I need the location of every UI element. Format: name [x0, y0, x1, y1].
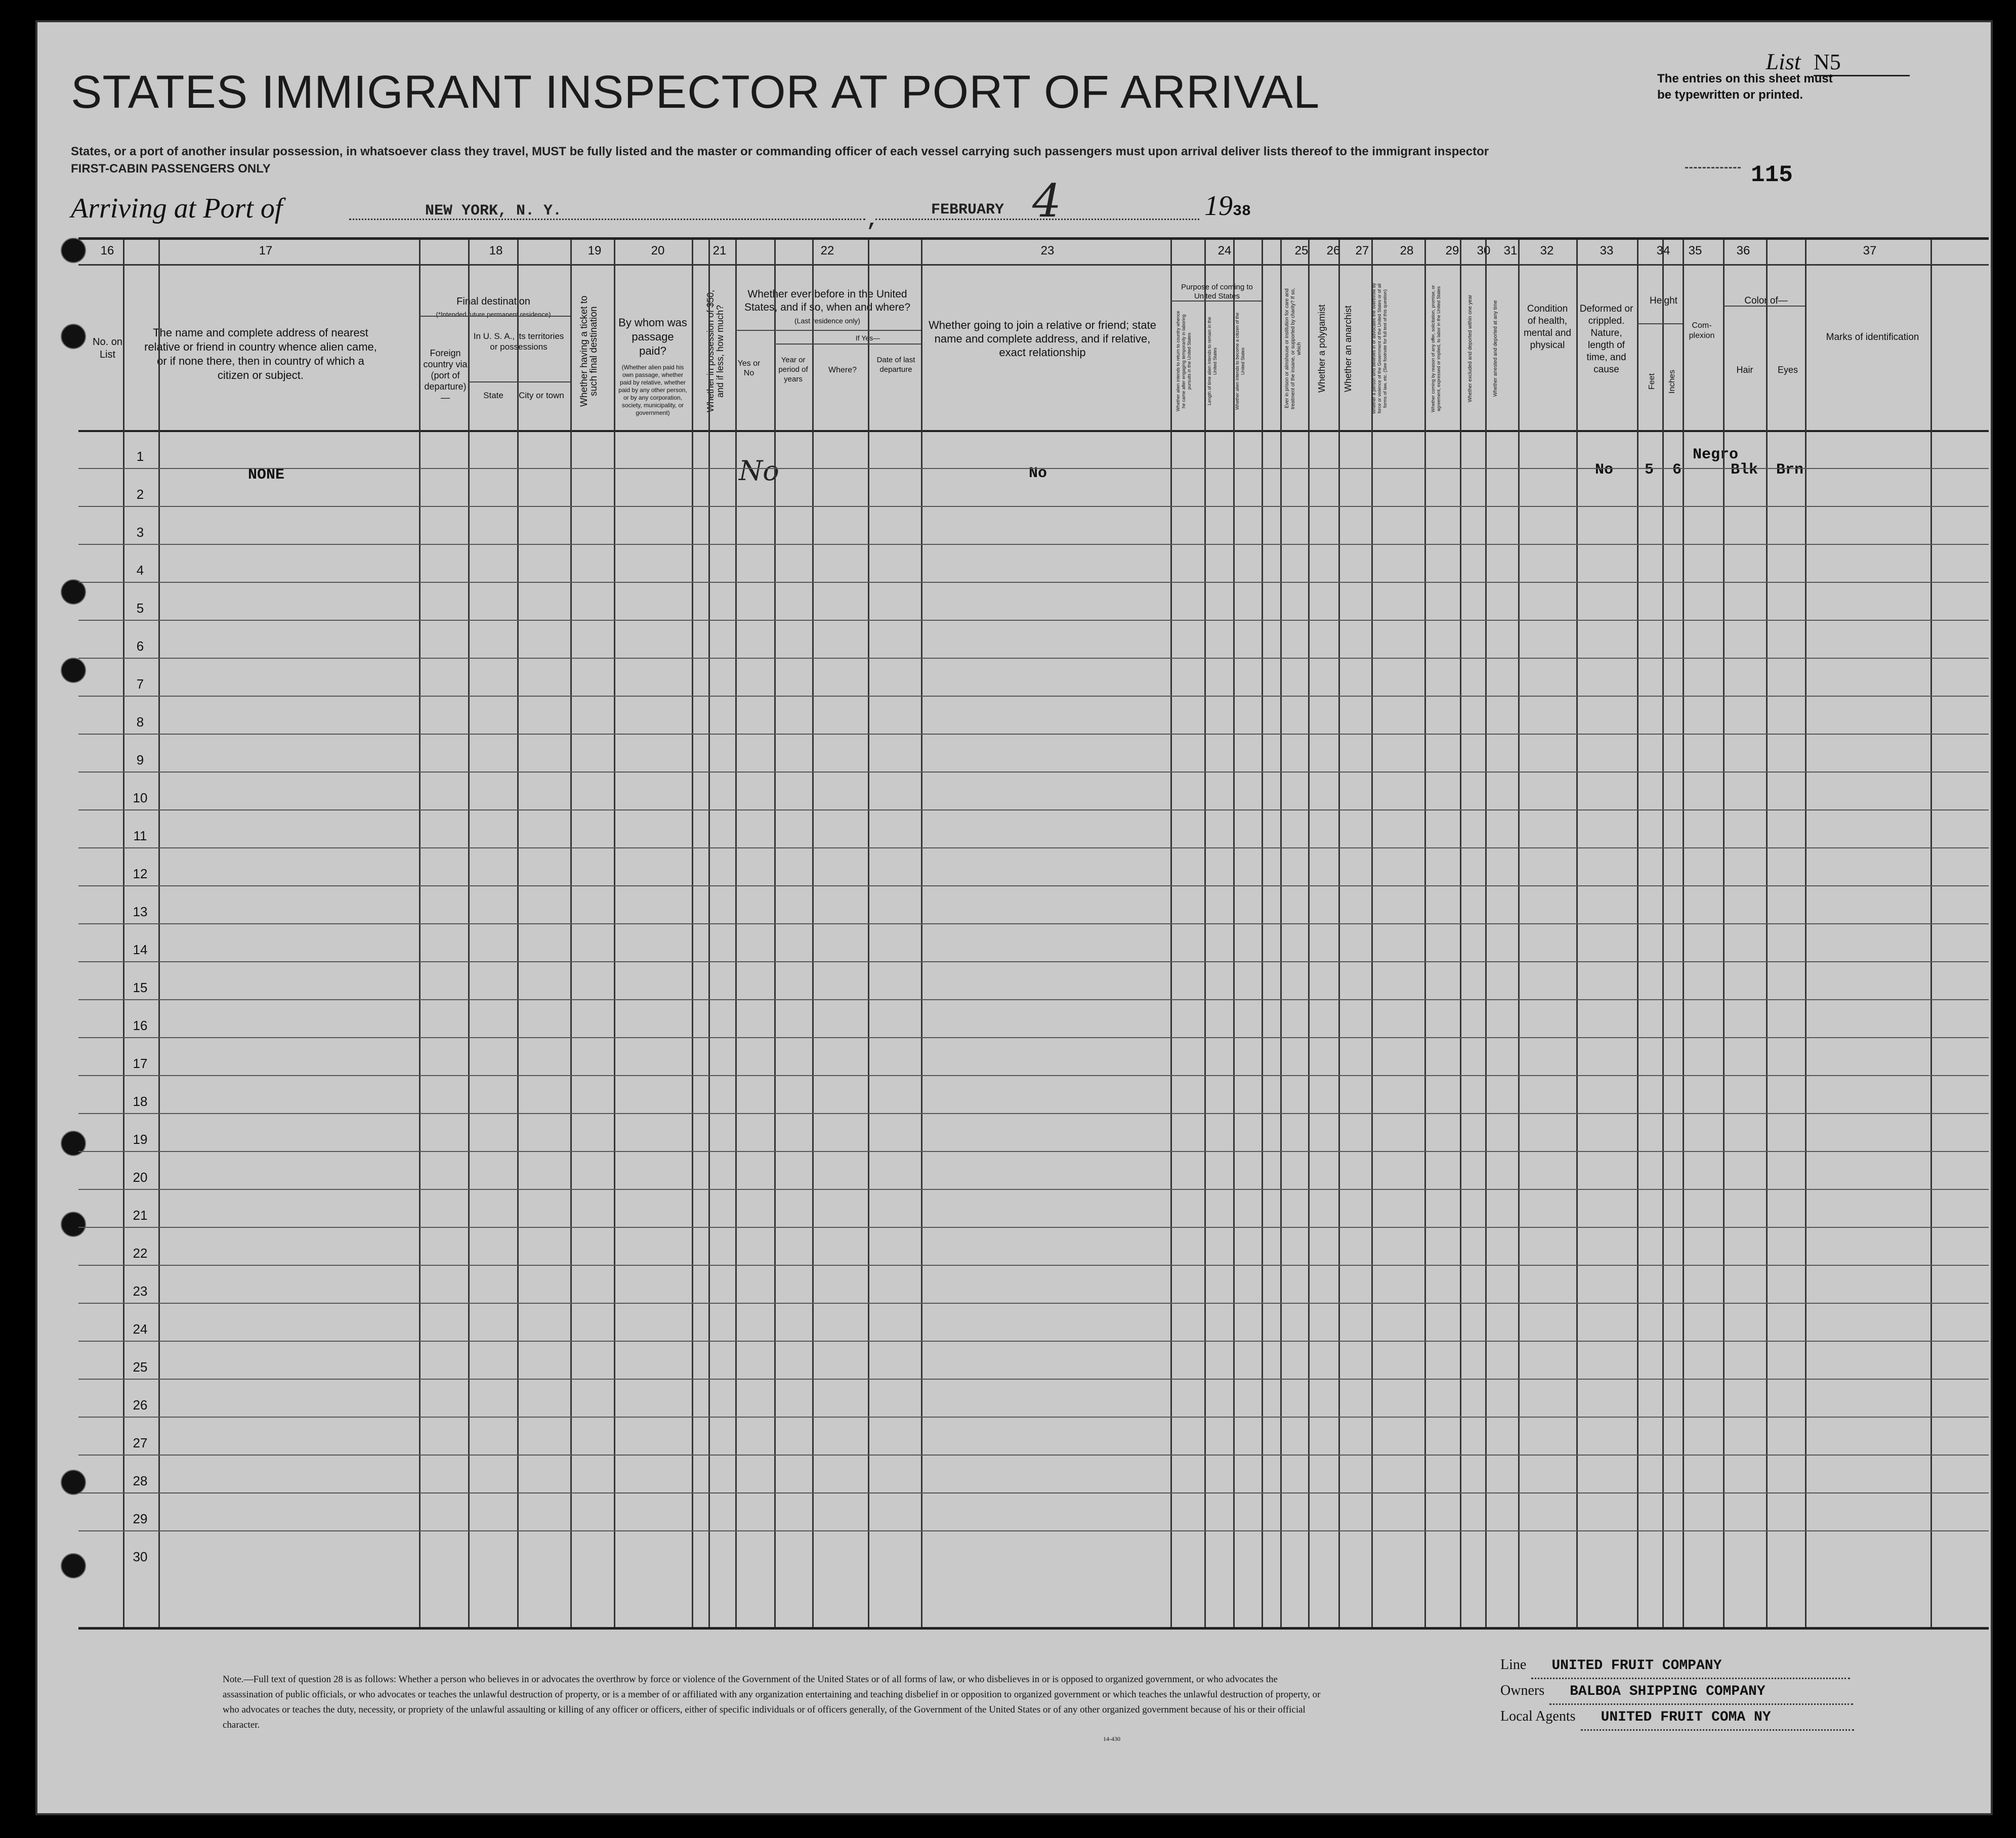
column-rule [868, 240, 869, 1627]
page-title: STATES IMMIGRANT INSPECTOR AT PORT OF ARRIVAL [71, 66, 1320, 118]
column-rule [774, 240, 776, 1627]
rule-height [1637, 323, 1683, 324]
colnum-36: 36 [1736, 244, 1750, 258]
rule-if-yes [774, 344, 921, 345]
header-foreign-country: Foreign country via (port of departure)— [423, 348, 468, 403]
row-number: 13 [133, 904, 148, 919]
column-rule [1723, 240, 1725, 1627]
arrival-month: FEBRUARY [931, 201, 1004, 219]
row-rule [78, 1151, 1989, 1152]
column-rule [468, 240, 470, 1627]
row-rule [78, 696, 1989, 697]
row-rule [78, 1189, 1989, 1190]
row1-eyes: Brn [1776, 461, 1804, 479]
header-ticket: Whether having a ticket to such final destination [579, 295, 599, 407]
row-number: 24 [133, 1321, 148, 1337]
rule-usa [468, 381, 570, 382]
column-rule [1233, 240, 1235, 1627]
column-rule [1662, 240, 1664, 1627]
row-rule [78, 772, 1989, 773]
header-ever-before-sub: (Last residence only) [794, 317, 860, 325]
colnum-26: 26 [1326, 244, 1340, 258]
header-final-destination-sub: (*Intended future permanent residence) [436, 311, 551, 318]
page-number: 115 [1751, 162, 1793, 188]
row1-joining: No [1029, 465, 1047, 482]
row-number: 17 [133, 1056, 148, 1071]
row-rule [78, 809, 1989, 810]
column-rule [708, 240, 710, 1627]
header-purpose-length: Length of time alien intends to remain in the United States [1207, 317, 1217, 406]
header-ever-before: Whether ever before in the United States, and if so, when and where? [744, 288, 911, 313]
column-number-rule [78, 264, 1989, 266]
colnum-21: 21 [712, 244, 727, 258]
subtitle-class: FIRST-CABIN PASSENGERS ONLY [71, 162, 271, 176]
row-rule [78, 506, 1989, 507]
arrival-port: NEW YORK, N. Y. [425, 202, 562, 220]
row1-deformed: No [1595, 461, 1614, 479]
header-city: City or town [519, 391, 564, 400]
row-rule [78, 885, 1989, 886]
header-no-on-list: No. on List [93, 336, 122, 360]
row-number: 20 [133, 1170, 148, 1185]
column-rule [570, 240, 572, 1627]
arriving-label: Arriving at Port of [71, 193, 283, 224]
row-number: 18 [133, 1094, 148, 1109]
manifest-table [78, 237, 1989, 1630]
owners-value: BALBOA SHIPPING COMPANY [1549, 1680, 1853, 1705]
colnum-28: 28 [1400, 244, 1414, 258]
colnum-22: 22 [820, 244, 834, 258]
port-comma: , [866, 209, 879, 232]
column-rule [735, 240, 737, 1627]
row-number: 14 [133, 942, 148, 957]
column-rule [921, 240, 922, 1627]
colnum-31: 31 [1503, 244, 1518, 258]
row-rule [78, 1037, 1989, 1038]
header-marks-identification: Marks of identification [1826, 332, 1919, 343]
column-rule [1371, 240, 1373, 1627]
rule-final-destination [419, 316, 570, 317]
agents-value: UNITED FRUIT COMA NY [1581, 1706, 1854, 1731]
colnum-25: 25 [1294, 244, 1309, 258]
line-label: Line [1500, 1657, 1527, 1673]
entries-note-line-2: be typewritten or printed. [1657, 88, 1803, 102]
page-number-dash [1685, 167, 1741, 168]
list-label: List [1766, 49, 1801, 74]
header-complexion: Com- plexion [1689, 321, 1715, 340]
arrival-year [1204, 190, 1251, 222]
row-rule [78, 1492, 1989, 1493]
column-rule [1338, 240, 1340, 1627]
colnum-18: 18 [489, 244, 503, 258]
header-final-destination: Final destination [456, 296, 530, 307]
colnum-37: 37 [1863, 244, 1877, 258]
header-color-of: Color of— [1744, 295, 1788, 306]
column-rule [517, 240, 519, 1627]
row-number: 19 [133, 1132, 148, 1147]
owners-row [1500, 1679, 1854, 1705]
row-number: 16 [133, 1018, 148, 1033]
row-rule [78, 1341, 1989, 1342]
row1-ever-before: No [739, 455, 779, 487]
row1-height-inches: 6 [1672, 461, 1682, 479]
row-number: 15 [133, 980, 148, 995]
row-rule [78, 1265, 1989, 1266]
column-rule [1280, 240, 1282, 1627]
colnum-19: 19 [587, 244, 602, 258]
header-purpose-citizen: Whether alien intends to become a citizen of the United States [1235, 312, 1245, 410]
header-money: Whether in possession of $50, and if less, how much? [705, 289, 725, 413]
header-date-departure: Date of last departure [876, 356, 915, 374]
owners-label: Owners [1500, 1683, 1545, 1698]
header-passage-note: (Whether alien paid his own passage, whether paid by relative, whether paid by any other person, or by any corporation, society, municipality, or government) [618, 364, 687, 416]
rule-purpose [1170, 301, 1262, 302]
row-number: 30 [133, 1549, 148, 1564]
row-rule [78, 1455, 1989, 1456]
colnum-20: 20 [651, 244, 665, 258]
agents-label: Local Agents [1500, 1708, 1576, 1724]
header-feet: Feet [1648, 373, 1656, 390]
row-number: 6 [136, 638, 144, 654]
row-number: 4 [136, 563, 144, 578]
row-number: 2 [136, 487, 144, 502]
colnum-23: 23 [1040, 244, 1055, 258]
header-bottom-rule [78, 430, 1989, 432]
row-rule [78, 582, 1989, 583]
column-rule [1460, 240, 1461, 1627]
row-number: 1 [136, 449, 144, 464]
colnum-30: 30 [1477, 244, 1491, 258]
agents-row [1500, 1705, 1854, 1731]
column-rule [1262, 240, 1263, 1627]
header-passage-paid: By whom was passage paid? [618, 316, 687, 357]
column-rule [1518, 240, 1520, 1627]
header-year-period: Year or period of years [778, 356, 808, 383]
column-rule [1576, 240, 1578, 1627]
header-health: Condition of health, mental and physical [1523, 304, 1571, 351]
line-row [1500, 1653, 1854, 1679]
column-rule [614, 240, 615, 1627]
row-rule [78, 961, 1989, 962]
header-labor-offer: Whether coming by reason of any offer, solicitation, promise, or agreement, expressed or implied, to labor in the United States [1431, 285, 1441, 412]
header-eyes: Eyes [1777, 365, 1798, 375]
column-rule [1204, 240, 1206, 1627]
column-rule [1424, 240, 1426, 1627]
row-number: 28 [133, 1473, 148, 1488]
header-if-yes: If Yes— [855, 334, 880, 342]
row-rule [78, 1303, 1989, 1304]
colnum-33: 33 [1600, 244, 1614, 258]
row1-complexion: Negro [1693, 446, 1739, 463]
header-deformed: Deformed or crippled. Nature, length of time, and cause [1579, 304, 1633, 375]
rule-color [1723, 306, 1805, 307]
column-rule [1308, 240, 1310, 1627]
arrival-day: 4 [1032, 175, 1062, 228]
column-rule [1683, 240, 1684, 1627]
row1-height-feet: 5 [1645, 461, 1654, 479]
row-number: 25 [133, 1359, 148, 1375]
form-code: 14-430 [1103, 1735, 1120, 1742]
row-rule [78, 734, 1989, 735]
entries-note [1657, 71, 1833, 103]
row-rule [78, 1113, 1989, 1114]
column-rule [692, 240, 693, 1627]
column-rule [1485, 240, 1487, 1627]
row-number: 10 [133, 790, 148, 805]
column-rule [123, 240, 124, 1627]
footnote-question-28: Note.—Full text of question 28 is as follows: Whether a person who believes in or advocates the overthrow by force or violence of the Government of the United States or of all forms of law, or who disbelieves in or is opposed to organized government, or who advocates the assassination of public officials, or who advocates or teaches the unlawful destruction of property, or is a member of or affiliated with any organization entertaining and teaching disbelief in or opposition to organized government or which teaches the unlawful destruction of property, or who advocates or teaches the duty, necessity, or propriety of the unlawful assaulting or killing of any officer or officers, either of specific individuals or of officers generally, of the Government of the United States or of any other organized government because of his or their official character. [223, 1674, 1321, 1730]
header-overthrow: Whether a person who believes in or advocates the overthrow by force or violence of the Government of the United States or of all forms of law, etc. (See footnote for full text of this question) [1371, 283, 1388, 414]
colnum-24: 24 [1217, 244, 1232, 258]
row-rule [78, 658, 1989, 659]
header-state: State [483, 391, 503, 400]
column-rule [1637, 240, 1639, 1627]
row-number: 3 [136, 525, 144, 540]
row-number: 9 [136, 752, 144, 767]
row-rule [78, 847, 1989, 848]
row-number: 7 [136, 676, 144, 692]
row-number: 8 [136, 714, 144, 730]
row-rule [78, 620, 1989, 621]
colnum-27: 27 [1355, 244, 1369, 258]
line-value: UNITED FRUIT COMPANY [1531, 1654, 1850, 1679]
row-number: 11 [133, 828, 147, 843]
rule-ever-before [735, 330, 921, 331]
column-rule [812, 240, 814, 1627]
colnum-32: 32 [1540, 244, 1554, 258]
row-number: 27 [133, 1435, 148, 1450]
column-rule [1805, 240, 1807, 1627]
header-height: Height [1650, 295, 1677, 306]
row-rule [78, 1075, 1989, 1076]
row-number: 12 [133, 866, 148, 881]
row-rule [78, 468, 1989, 469]
colnum-29: 29 [1445, 244, 1459, 258]
row-number: 26 [133, 1397, 148, 1413]
header-excluded: Whether excluded and deported within one year [1467, 294, 1473, 403]
header-prison: Ever in prison or almshouse or institution for care and treatment of the insane, or supported by charity? If so, which [1284, 288, 1302, 409]
colnum-17: 17 [259, 244, 273, 258]
row-rule [78, 999, 1989, 1000]
column-rule [419, 240, 421, 1627]
row-rule [78, 544, 1989, 545]
year-suffix: 38 [1233, 203, 1251, 220]
vessel-owners-block [1500, 1653, 1854, 1731]
year-prefix: 19 [1204, 190, 1233, 222]
header-purpose-return: Whether alien intends to return to country whence he came after engaging temporarily in laboring pursuits in the United States [1175, 311, 1192, 412]
header-anarchist: Whether an anarchist [1343, 305, 1353, 392]
column-rule [158, 240, 160, 1627]
header-hair: Hair [1736, 365, 1753, 375]
row1-hair: Blk [1731, 461, 1758, 479]
header-purpose: Purpose of coming to United States [1181, 283, 1253, 301]
colnum-34: 34 [1656, 244, 1670, 258]
row-number: 29 [133, 1511, 148, 1526]
header-where: Where? [828, 366, 857, 374]
row-number: 23 [133, 1284, 148, 1299]
column-rule [1930, 240, 1932, 1627]
row-number: 21 [133, 1208, 148, 1223]
column-rule [1766, 240, 1768, 1627]
header-yes-no: Yes or No [737, 359, 761, 377]
colnum-16: 16 [100, 244, 114, 258]
header-in-usa: In U. S. A., its territories or possessions [473, 331, 564, 352]
row-rule [78, 923, 1989, 924]
row-rule [78, 1227, 1989, 1228]
row-rule [78, 1417, 1989, 1418]
subtitle-instructions: States, or a port of another insular possession, in whatsoever class they travel, MUST be fully listed and the master or commanding officer of each vessel carrying such passengers must upon arrival deliver lists thereof to the immigrant inspector [71, 145, 1489, 158]
column-rule [1170, 240, 1172, 1627]
row-number: 22 [133, 1246, 148, 1261]
header-joining-relative: Whether going to join a relative or friend; state name and complete address, and if relative, exact relationship [928, 319, 1157, 359]
row1-relative: NONE [248, 466, 285, 484]
row-number: 5 [136, 601, 144, 616]
colnum-35: 35 [1688, 244, 1702, 258]
row-rule [78, 1379, 1989, 1380]
header-relative-address: The name and complete address of nearest relative or friend in country whence alien came, or if none there, then in country of which a citizen or subject. [144, 326, 377, 381]
list-number-value: N5 [1814, 49, 1910, 76]
header-arrested: Whether arrested and deported at any time [1493, 300, 1498, 397]
header-inches: Inches [1668, 369, 1676, 394]
entries-note-line-1: The entries on this sheet must [1657, 72, 1833, 86]
row-rule [78, 1530, 1989, 1531]
header-polygamist: Whether a polygamist [1317, 304, 1327, 393]
